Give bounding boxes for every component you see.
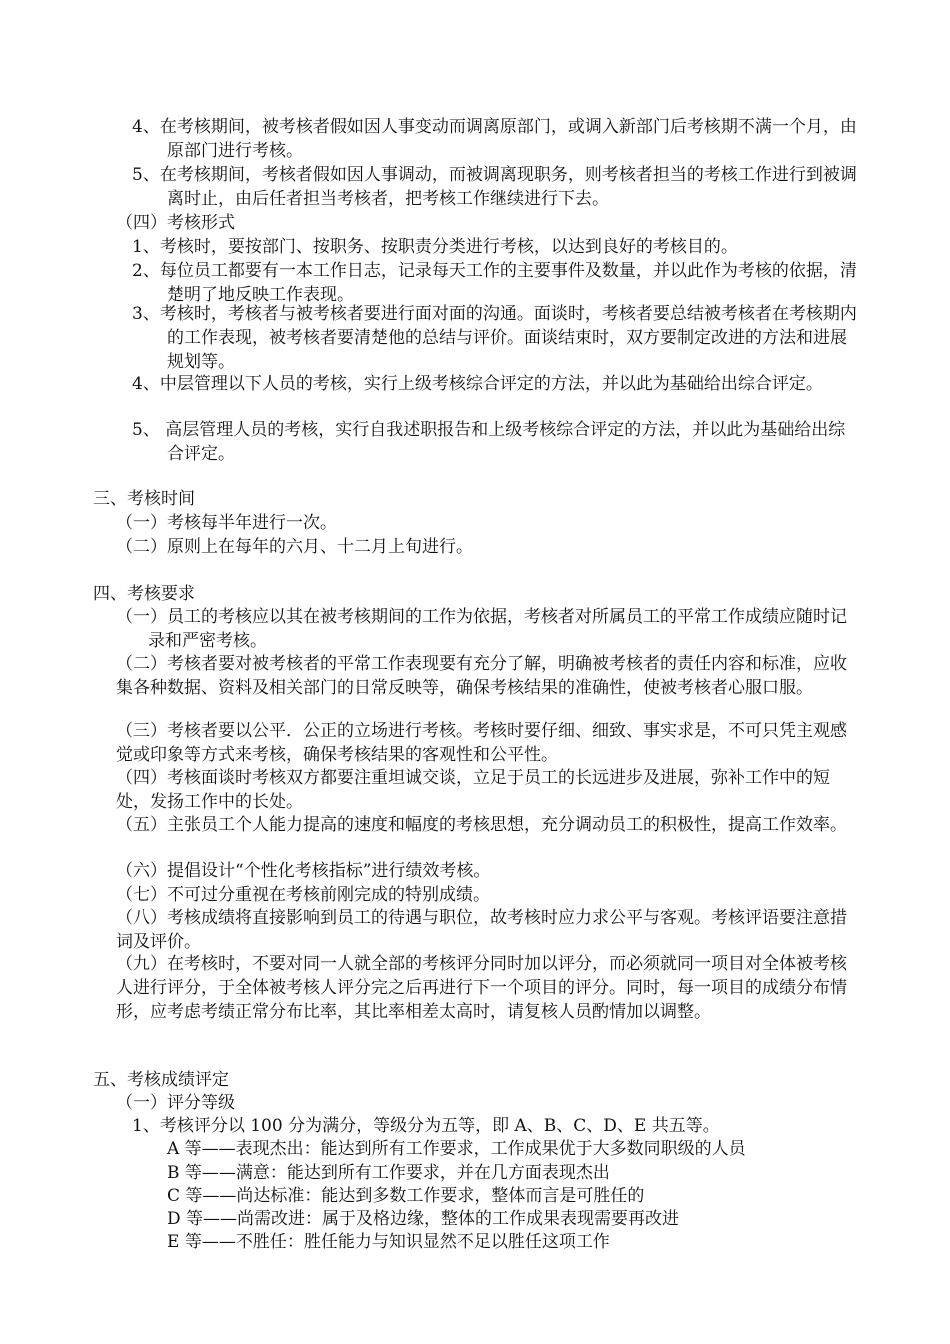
grade-c-description: C 等——尚达标准：能达到多数工作要求，整体而言是可胜任的 [167,1186,645,1206]
paragraph-time-2: （二）原则上在每年的六月、十二月上旬进行。 [116,537,473,557]
paragraph-5-position-change: 5、在考核期间，考核者假如因人事调动，而被调离现职务，则考核者担当的考核工作进行到被调离时止，由后任者担当考核者，把考核工作继续进行下去。 [132,165,857,209]
paragraph-4-middle-management: 4、中层管理以下人员的考核，实行上级考核综合评定的方法，并以此为基础给出综合评定。 [132,374,823,394]
paragraph-4-personnel-change: 4、在考核期间，被考核者假如因人事变动而调离原部门，或调入新部门后考核期不满一个月，由原部门进行考核。 [132,117,857,161]
grade-e-description: E 等——不胜任：胜任能力与知识显然不足以胜任这项工作 [167,1232,610,1252]
paragraph-5-senior-management: 5、 高层管理人员的考核，实行自我述职报告和上级考核综合评定的方法，并以此为基础给出综合评定。 [132,420,846,464]
subsection-heading-assessment-form: （四）考核形式 [116,213,235,233]
paragraph-requirement-3: （三）考核者要以公平．公正的立场进行考核。考核时要仔细、细致、事实求是，不可只凭主观感觉或印象等方式来考核，确保考核结果的客观性和公平性。 [116,721,847,765]
section-heading-assessment-requirements: 四、考核要求 [93,584,195,604]
paragraph-2-work-log: 2、每位员工都要有一本工作日志，记录每天工作的主要事件及数量，并以此作为考核的依据，清楚明了地反映工作表现。 [132,261,857,305]
paragraph-3-interview: 3、考核时，考核者与被考核者要进行面对面的沟通。面谈时，考核者要总结被考核者在考核期内的工作表现，被考核者要清楚他的总结与评价。面谈结束时，双方要制定改进的方法和进展规划等。 [132,304,857,372]
paragraph-time-1: （一）考核每半年进行一次。 [116,513,337,533]
grade-d-description: D 等——尚需改进：属于及格边缘，整体的工作成果表现需要再改进 [167,1209,680,1229]
grade-b-description: B 等——满意：能达到所有工作要求，并在几方面表现杰出 [167,1163,610,1183]
paragraph-requirement-1: （一）员工的考核应以其在被考核期间的工作为依据，考核者对所属员工的平常工作成绩应随时记录和严密考核。 [116,607,847,651]
section-heading-score-evaluation: 五、考核成绩评定 [93,1070,229,1090]
paragraph-requirement-6: （六）提倡设计“个性化考核指标”进行绩效考核。 [116,861,491,881]
paragraph-1-classification: 1、考核时，要按部门、按职务、按职责分类进行考核，以达到良好的考核目的。 [132,237,738,257]
grade-a-description: A 等——表现杰出：能达到所有工作要求，工作成果优于大多数同职级的人员 [167,1139,746,1159]
paragraph-requirement-5: （五）主张员工个人能力提高的速度和幅度的考核思想，充分调动员工的积极性，提高工作效率。 [116,815,847,835]
subsection-heading-grade-levels: （一）评分等级 [116,1093,235,1113]
paragraph-requirement-8: （八）考核成绩将直接影响到员工的待遇与职位，故考核时应力求公平与客观。考核评语要注意措词及评价。 [116,908,847,952]
paragraph-requirement-2: （二）考核者要对被考核者的平常工作表现要有充分了解，明确被考核者的责任内容和标准，应收集各种数据、资料及相关部门的日常反映等，确保考核结果的准确性，使被考核者心服口服。 [116,654,847,698]
paragraph-scoring-rule: 1、考核评分以 100 分为满分，等级分为五等，即 A、B、C、D、E 共五等。 [132,1116,720,1136]
section-heading-assessment-time: 三、考核时间 [93,489,195,509]
paragraph-requirement-4: （四）考核面谈时考核双方都要注重坦诚交谈，立足于员工的长远进步及进展，弥补工作中的短处，发扬工作中的长处。 [116,768,830,812]
paragraph-requirement-7: （七）不可过分重视在考核前刚完成的特别成绩。 [116,885,490,905]
paragraph-requirement-9: （九）在考核时，不要对同一人就全部的考核评分同时加以评分，而必须就同一项目对全体被考核人进行评分，于全体被考核人评分完之后再进行下一个项目的评分。同时，每一项目的成绩分布情形，应考虑考绩正常分布比率，其比率相差太高时，请复核人员酌情加以调整。 [116,954,847,1022]
